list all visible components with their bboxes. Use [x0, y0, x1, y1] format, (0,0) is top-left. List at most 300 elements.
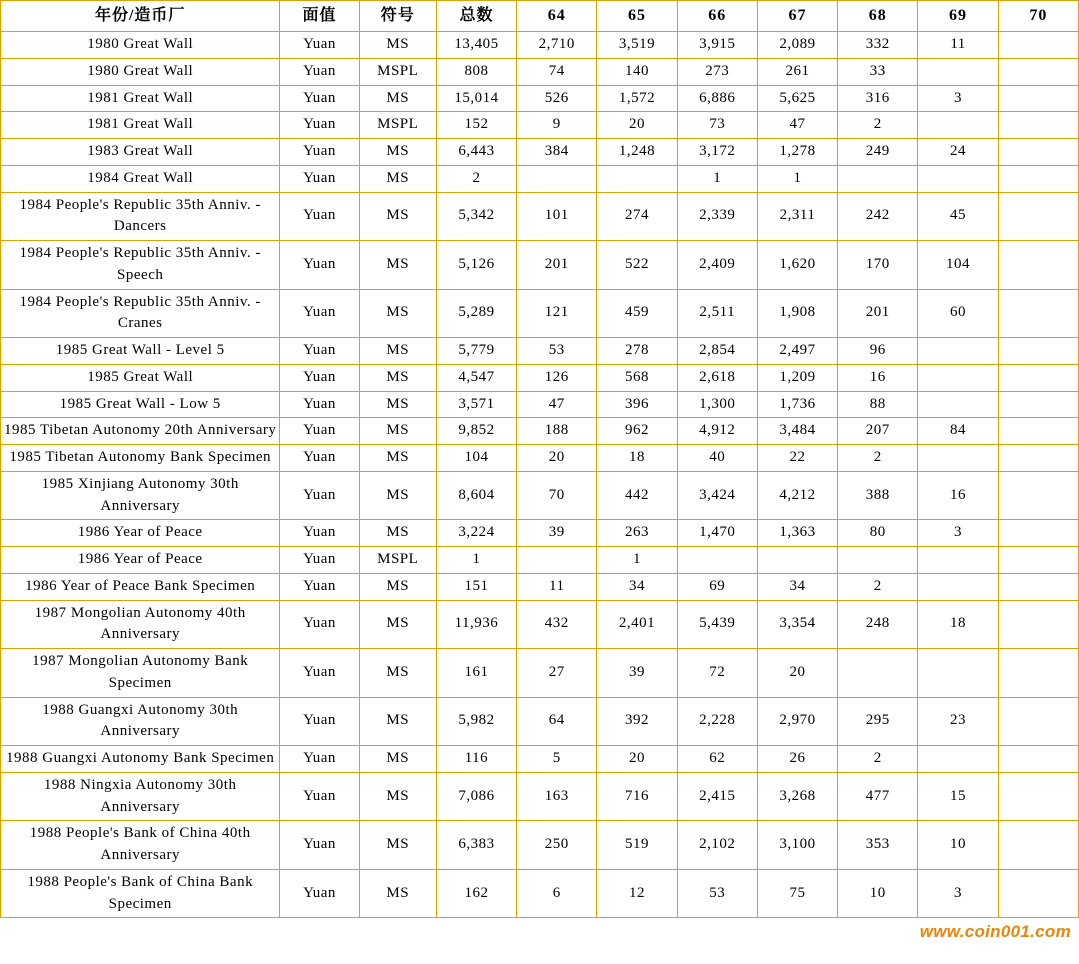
cell-designation: MS [359, 418, 436, 445]
cell-total: 4,547 [436, 364, 516, 391]
cell-total: 2 [436, 165, 516, 192]
cell-grade-64: 9 [517, 112, 597, 139]
cell-grade-70 [998, 289, 1078, 338]
cell-grade-68: 88 [838, 391, 918, 418]
cell-denomination: Yuan [280, 697, 359, 746]
cell-grade-66 [677, 547, 757, 574]
header-grade-67: 67 [757, 1, 837, 32]
cell-grade-66: 3,915 [677, 32, 757, 59]
cell-grade-65: 140 [597, 58, 677, 85]
cell-grade-67: 1,363 [757, 520, 837, 547]
cell-total: 6,443 [436, 139, 516, 166]
table-row [1, 192, 1079, 241]
cell-denomination: Yuan [280, 445, 359, 472]
cell-name: 1988 People's Bank of China Bank Specimen [1, 869, 280, 918]
cell-grade-66: 4,912 [677, 418, 757, 445]
cell-total: 3,571 [436, 391, 516, 418]
cell-grade-70 [998, 418, 1078, 445]
cell-grade-69 [918, 573, 998, 600]
cell-grade-67: 2,970 [757, 697, 837, 746]
cell-grade-70 [998, 471, 1078, 520]
cell-designation: MS [359, 32, 436, 59]
cell-total: 151 [436, 573, 516, 600]
cell-grade-67: 2,089 [757, 32, 837, 59]
cell-designation: MS [359, 85, 436, 112]
cell-grade-65: 39 [597, 649, 677, 698]
cell-grade-70 [998, 869, 1078, 918]
cell-denomination: Yuan [280, 364, 359, 391]
cell-designation: MS [359, 338, 436, 365]
table-row [1, 338, 1079, 365]
cell-grade-65: 522 [597, 241, 677, 290]
cell-grade-67: 75 [757, 869, 837, 918]
cell-name: 1985 Xinjiang Autonomy 30th Anniversary [1, 471, 280, 520]
cell-grade-69: 60 [918, 289, 998, 338]
cell-name: 1986 Year of Peace Bank Specimen [1, 573, 280, 600]
header-designation: 符号 [359, 1, 436, 32]
cell-grade-70 [998, 772, 1078, 821]
cell-denomination: Yuan [280, 418, 359, 445]
cell-grade-64 [517, 547, 597, 574]
header-grade-68: 68 [838, 1, 918, 32]
cell-grade-70 [998, 241, 1078, 290]
cell-grade-65: 442 [597, 471, 677, 520]
cell-name: 1984 People's Republic 35th Anniv. - Dancers [1, 192, 280, 241]
cell-name: 1985 Great Wall - Low 5 [1, 391, 280, 418]
cell-grade-68: 96 [838, 338, 918, 365]
cell-name: 1984 Great Wall [1, 165, 280, 192]
cell-grade-68: 353 [838, 821, 918, 870]
cell-total: 5,342 [436, 192, 516, 241]
cell-total: 9,852 [436, 418, 516, 445]
cell-grade-67: 20 [757, 649, 837, 698]
cell-grade-69 [918, 338, 998, 365]
cell-name: 1987 Mongolian Autonomy 40th Anniversary [1, 600, 280, 649]
cell-denomination: Yuan [280, 391, 359, 418]
table-row [1, 746, 1079, 773]
cell-denomination: Yuan [280, 869, 359, 918]
cell-grade-66: 2,409 [677, 241, 757, 290]
cell-grade-67: 1 [757, 165, 837, 192]
cell-grade-70 [998, 165, 1078, 192]
cell-denomination: Yuan [280, 821, 359, 870]
cell-grade-68: 316 [838, 85, 918, 112]
cell-total: 6,383 [436, 821, 516, 870]
cell-grade-64: 121 [517, 289, 597, 338]
cell-grade-69: 3 [918, 520, 998, 547]
cell-grade-68: 2 [838, 445, 918, 472]
table-body [1, 32, 1079, 918]
cell-grade-70 [998, 445, 1078, 472]
cell-grade-69 [918, 746, 998, 773]
cell-grade-66: 73 [677, 112, 757, 139]
table-row [1, 697, 1079, 746]
cell-grade-66: 1 [677, 165, 757, 192]
cell-designation: MS [359, 241, 436, 290]
cell-grade-70 [998, 139, 1078, 166]
site-watermark: www.coin001.com [919, 922, 1071, 941]
cell-grade-66: 62 [677, 746, 757, 773]
cell-grade-64: 101 [517, 192, 597, 241]
cell-name: 1988 Guangxi Autonomy Bank Specimen [1, 746, 280, 773]
cell-grade-69: 11 [918, 32, 998, 59]
cell-grade-67: 5,625 [757, 85, 837, 112]
cell-total: 116 [436, 746, 516, 773]
header-denomination: 面值 [280, 1, 359, 32]
cell-grade-67: 3,100 [757, 821, 837, 870]
table-row [1, 32, 1079, 59]
cell-denomination: Yuan [280, 746, 359, 773]
cell-grade-69 [918, 165, 998, 192]
table-header-row [1, 1, 1079, 32]
cell-grade-68 [838, 547, 918, 574]
cell-grade-70 [998, 391, 1078, 418]
cell-total: 8,604 [436, 471, 516, 520]
cell-denomination: Yuan [280, 139, 359, 166]
cell-grade-66: 72 [677, 649, 757, 698]
header-year-mint: 年份/造币厂 [1, 1, 280, 32]
cell-denomination: Yuan [280, 32, 359, 59]
cell-grade-65: 1,248 [597, 139, 677, 166]
cell-grade-65: 274 [597, 192, 677, 241]
cell-name: 1980 Great Wall [1, 32, 280, 59]
cell-total: 5,289 [436, 289, 516, 338]
cell-denomination: Yuan [280, 241, 359, 290]
cell-grade-68: 388 [838, 471, 918, 520]
cell-grade-66: 2,511 [677, 289, 757, 338]
cell-grade-66: 3,172 [677, 139, 757, 166]
cell-grade-65: 278 [597, 338, 677, 365]
header-grade-65: 65 [597, 1, 677, 32]
cell-grade-65: 396 [597, 391, 677, 418]
table-row [1, 649, 1079, 698]
cell-grade-67: 1,278 [757, 139, 837, 166]
cell-designation: MS [359, 391, 436, 418]
table-row [1, 139, 1079, 166]
cell-designation: MS [359, 165, 436, 192]
cell-grade-66: 2,228 [677, 697, 757, 746]
cell-grade-70 [998, 112, 1078, 139]
cell-grade-64: 384 [517, 139, 597, 166]
cell-grade-66: 2,618 [677, 364, 757, 391]
cell-grade-64: 5 [517, 746, 597, 773]
cell-designation: MS [359, 520, 436, 547]
cell-total: 161 [436, 649, 516, 698]
cell-name: 1988 People's Bank of China 40th Anniversary [1, 821, 280, 870]
cell-grade-68: 248 [838, 600, 918, 649]
table-row [1, 600, 1079, 649]
cell-grade-68: 2 [838, 112, 918, 139]
cell-grade-70 [998, 85, 1078, 112]
cell-grade-64: 70 [517, 471, 597, 520]
cell-grade-64: 74 [517, 58, 597, 85]
cell-designation: MS [359, 697, 436, 746]
cell-grade-67: 2,311 [757, 192, 837, 241]
cell-grade-68: 242 [838, 192, 918, 241]
cell-designation: MS [359, 772, 436, 821]
cell-denomination: Yuan [280, 85, 359, 112]
cell-grade-64: 526 [517, 85, 597, 112]
header-total: 总数 [436, 1, 516, 32]
cell-grade-67: 4,212 [757, 471, 837, 520]
cell-grade-66: 2,102 [677, 821, 757, 870]
cell-grade-66: 3,424 [677, 471, 757, 520]
table-row [1, 869, 1079, 918]
cell-grade-64: 39 [517, 520, 597, 547]
cell-grade-68: 207 [838, 418, 918, 445]
cell-grade-65: 12 [597, 869, 677, 918]
table-row [1, 58, 1079, 85]
cell-grade-68 [838, 165, 918, 192]
table-row [1, 289, 1079, 338]
cell-grade-67: 26 [757, 746, 837, 773]
cell-denomination: Yuan [280, 600, 359, 649]
cell-total: 5,126 [436, 241, 516, 290]
cell-grade-65: 34 [597, 573, 677, 600]
cell-grade-66: 40 [677, 445, 757, 472]
table-row [1, 772, 1079, 821]
cell-grade-69: 104 [918, 241, 998, 290]
cell-grade-68: 2 [838, 573, 918, 600]
cell-grade-64: 126 [517, 364, 597, 391]
table-row [1, 547, 1079, 574]
cell-grade-69: 24 [918, 139, 998, 166]
cell-grade-64: 47 [517, 391, 597, 418]
cell-grade-70 [998, 697, 1078, 746]
cell-name: 1987 Mongolian Autonomy Bank Specimen [1, 649, 280, 698]
cell-designation: MS [359, 600, 436, 649]
cell-grade-70 [998, 649, 1078, 698]
cell-name: 1985 Great Wall - Level 5 [1, 338, 280, 365]
cell-name: 1986 Year of Peace [1, 547, 280, 574]
cell-grade-69 [918, 391, 998, 418]
cell-designation: MS [359, 746, 436, 773]
cell-grade-69: 23 [918, 697, 998, 746]
cell-denomination: Yuan [280, 289, 359, 338]
cell-grade-69: 15 [918, 772, 998, 821]
cell-grade-68: 16 [838, 364, 918, 391]
cell-grade-69 [918, 445, 998, 472]
cell-grade-64: 27 [517, 649, 597, 698]
cell-grade-65: 263 [597, 520, 677, 547]
cell-grade-68: 2 [838, 746, 918, 773]
cell-total: 7,086 [436, 772, 516, 821]
cell-name: 1988 Ningxia Autonomy 30th Anniversary [1, 772, 280, 821]
table-row [1, 445, 1079, 472]
cell-grade-69: 18 [918, 600, 998, 649]
table-row [1, 165, 1079, 192]
cell-grade-65: 519 [597, 821, 677, 870]
cell-denomination: Yuan [280, 547, 359, 574]
cell-grade-70 [998, 192, 1078, 241]
table-row [1, 821, 1079, 870]
cell-grade-70 [998, 58, 1078, 85]
cell-name: 1986 Year of Peace [1, 520, 280, 547]
cell-grade-64: 2,710 [517, 32, 597, 59]
cell-grade-70 [998, 600, 1078, 649]
cell-grade-70 [998, 338, 1078, 365]
table-header [1, 1, 1079, 32]
cell-denomination: Yuan [280, 338, 359, 365]
cell-total: 104 [436, 445, 516, 472]
cell-denomination: Yuan [280, 471, 359, 520]
cell-grade-64: 20 [517, 445, 597, 472]
cell-grade-67: 1,908 [757, 289, 837, 338]
cell-designation: MS [359, 289, 436, 338]
cell-designation: MS [359, 192, 436, 241]
cell-designation: MS [359, 364, 436, 391]
cell-grade-68: 477 [838, 772, 918, 821]
cell-denomination: Yuan [280, 772, 359, 821]
cell-grade-69: 45 [918, 192, 998, 241]
cell-grade-66: 6,886 [677, 85, 757, 112]
cell-name: 1984 People's Republic 35th Anniv. - Speech [1, 241, 280, 290]
cell-total: 1 [436, 547, 516, 574]
cell-total: 808 [436, 58, 516, 85]
cell-grade-67: 47 [757, 112, 837, 139]
cell-grade-65: 1,572 [597, 85, 677, 112]
cell-total: 5,779 [436, 338, 516, 365]
table-row [1, 241, 1079, 290]
cell-grade-70 [998, 520, 1078, 547]
cell-grade-65: 2,401 [597, 600, 677, 649]
cell-designation: MS [359, 573, 436, 600]
cell-grade-66: 2,339 [677, 192, 757, 241]
table-row [1, 418, 1079, 445]
table-row [1, 573, 1079, 600]
cell-grade-70 [998, 547, 1078, 574]
cell-grade-66: 1,470 [677, 520, 757, 547]
cell-designation: MSPL [359, 112, 436, 139]
cell-designation: MS [359, 821, 436, 870]
cell-grade-64: 6 [517, 869, 597, 918]
cell-denomination: Yuan [280, 192, 359, 241]
cell-grade-66: 69 [677, 573, 757, 600]
table-row [1, 85, 1079, 112]
cell-name: 1988 Guangxi Autonomy 30th Anniversary [1, 697, 280, 746]
cell-grade-65: 459 [597, 289, 677, 338]
cell-grade-68 [838, 649, 918, 698]
cell-grade-64: 64 [517, 697, 597, 746]
cell-grade-67: 3,354 [757, 600, 837, 649]
cell-designation: MS [359, 139, 436, 166]
cell-grade-70 [998, 364, 1078, 391]
cell-grade-67 [757, 547, 837, 574]
cell-grade-69 [918, 112, 998, 139]
cell-grade-69 [918, 58, 998, 85]
cell-grade-65: 18 [597, 445, 677, 472]
cell-grade-69: 84 [918, 418, 998, 445]
cell-grade-69: 16 [918, 471, 998, 520]
cell-total: 162 [436, 869, 516, 918]
cell-grade-68: 295 [838, 697, 918, 746]
cell-designation: MS [359, 869, 436, 918]
table-row [1, 520, 1079, 547]
cell-denomination: Yuan [280, 649, 359, 698]
cell-grade-67: 22 [757, 445, 837, 472]
cell-grade-67: 2,497 [757, 338, 837, 365]
cell-grade-64 [517, 165, 597, 192]
cell-grade-68: 80 [838, 520, 918, 547]
cell-total: 5,982 [436, 697, 516, 746]
cell-total: 11,936 [436, 600, 516, 649]
table-row [1, 471, 1079, 520]
cell-name: 1985 Tibetan Autonomy Bank Specimen [1, 445, 280, 472]
cell-denomination: Yuan [280, 58, 359, 85]
cell-total: 15,014 [436, 85, 516, 112]
cell-grade-65: 3,519 [597, 32, 677, 59]
cell-name: 1981 Great Wall [1, 85, 280, 112]
cell-grade-66: 273 [677, 58, 757, 85]
cell-grade-68: 33 [838, 58, 918, 85]
cell-grade-69: 10 [918, 821, 998, 870]
cell-grade-67: 34 [757, 573, 837, 600]
cell-grade-65 [597, 165, 677, 192]
cell-designation: MS [359, 445, 436, 472]
cell-grade-64: 163 [517, 772, 597, 821]
cell-designation: MSPL [359, 58, 436, 85]
table-row [1, 391, 1079, 418]
cell-grade-66: 1,300 [677, 391, 757, 418]
cell-designation: MS [359, 471, 436, 520]
cell-grade-67: 1,736 [757, 391, 837, 418]
cell-grade-65: 962 [597, 418, 677, 445]
cell-grade-70 [998, 746, 1078, 773]
cell-designation: MS [359, 649, 436, 698]
header-grade-70: 70 [998, 1, 1078, 32]
header-grade-64: 64 [517, 1, 597, 32]
cell-grade-70 [998, 32, 1078, 59]
cell-designation: MSPL [359, 547, 436, 574]
header-grade-66: 66 [677, 1, 757, 32]
table-row [1, 112, 1079, 139]
cell-total: 13,405 [436, 32, 516, 59]
cell-grade-66: 5,439 [677, 600, 757, 649]
cell-grade-64: 11 [517, 573, 597, 600]
header-grade-69: 69 [918, 1, 998, 32]
cell-grade-65: 392 [597, 697, 677, 746]
cell-denomination: Yuan [280, 165, 359, 192]
cell-denomination: Yuan [280, 573, 359, 600]
cell-grade-70 [998, 821, 1078, 870]
cell-denomination: Yuan [280, 520, 359, 547]
cell-grade-68: 249 [838, 139, 918, 166]
cell-total: 152 [436, 112, 516, 139]
cell-grade-67: 3,484 [757, 418, 837, 445]
cell-grade-68: 170 [838, 241, 918, 290]
cell-grade-69 [918, 547, 998, 574]
cell-grade-69: 3 [918, 85, 998, 112]
cell-grade-69 [918, 364, 998, 391]
cell-grade-64: 250 [517, 821, 597, 870]
cell-grade-66: 53 [677, 869, 757, 918]
cell-name: 1983 Great Wall [1, 139, 280, 166]
cell-grade-66: 2,415 [677, 772, 757, 821]
cell-grade-69: 3 [918, 869, 998, 918]
cell-total: 3,224 [436, 520, 516, 547]
cell-denomination: Yuan [280, 112, 359, 139]
table-row [1, 364, 1079, 391]
cell-grade-68: 201 [838, 289, 918, 338]
cell-name: 1980 Great Wall [1, 58, 280, 85]
cell-grade-64: 188 [517, 418, 597, 445]
cell-grade-64: 201 [517, 241, 597, 290]
cell-grade-65: 20 [597, 746, 677, 773]
cell-grade-64: 432 [517, 600, 597, 649]
cell-grade-65: 568 [597, 364, 677, 391]
cell-name: 1985 Great Wall [1, 364, 280, 391]
cell-grade-67: 1,620 [757, 241, 837, 290]
